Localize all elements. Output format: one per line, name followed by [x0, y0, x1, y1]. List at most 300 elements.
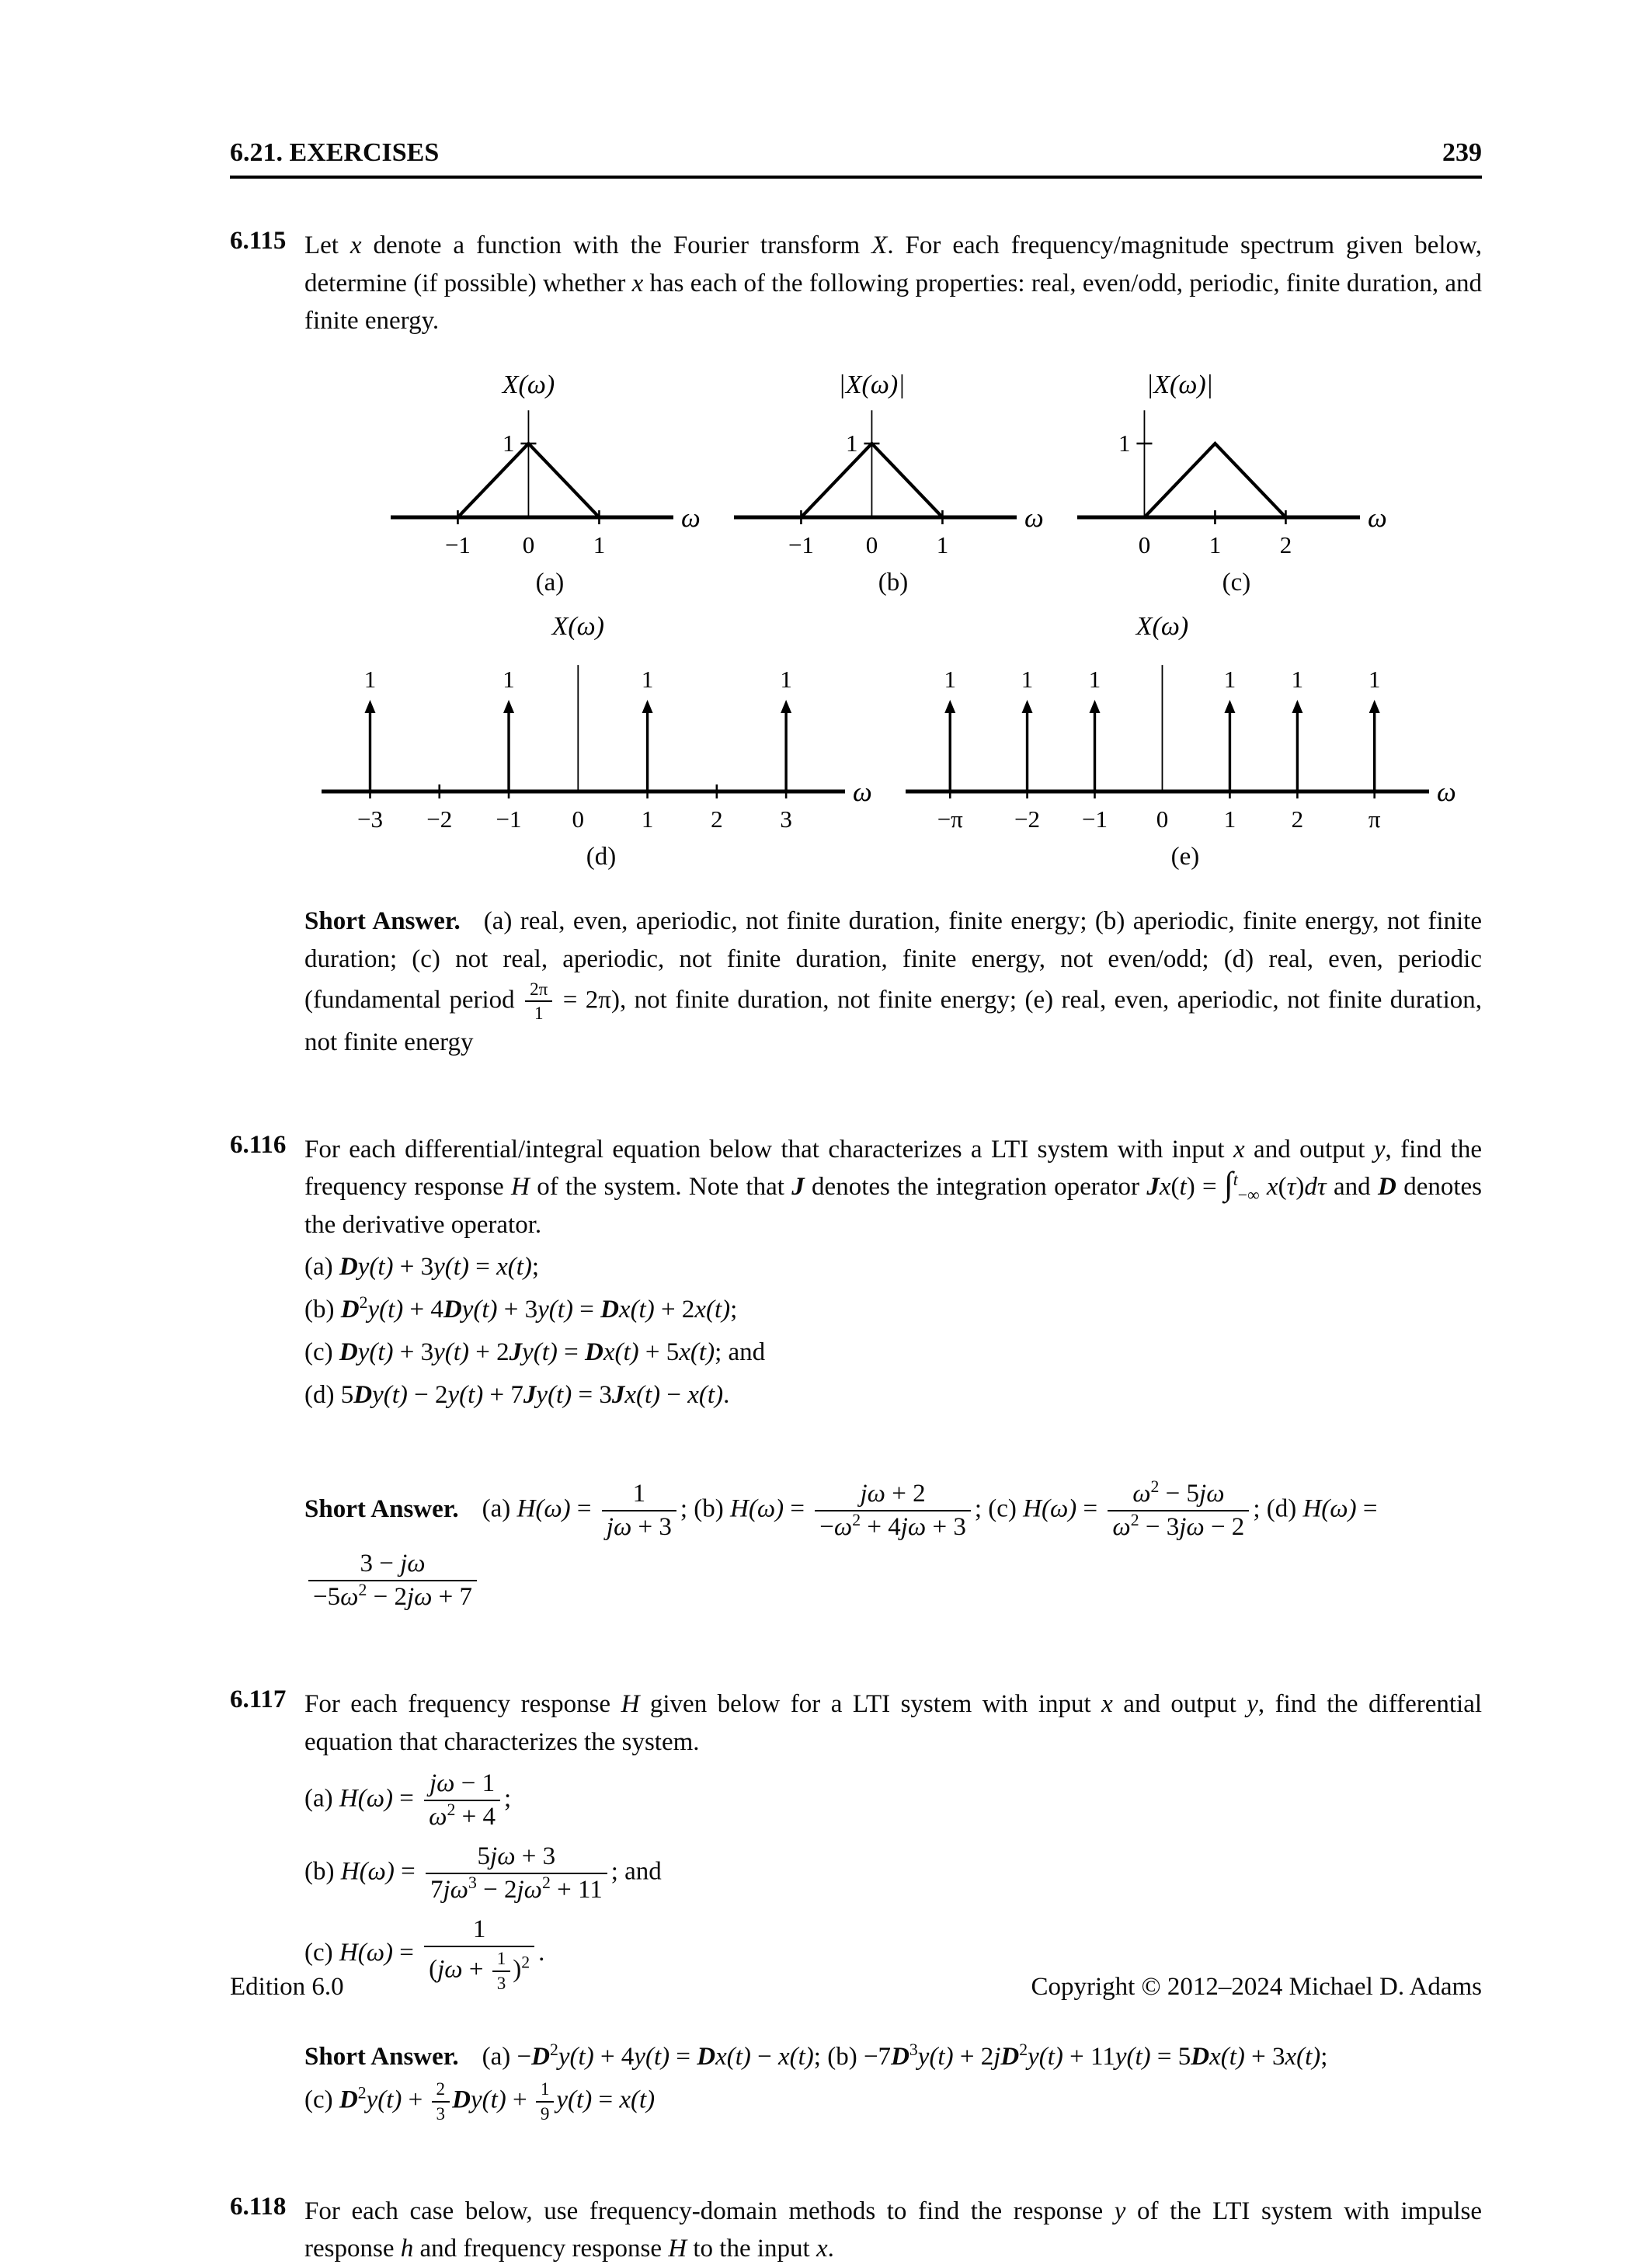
text-run: + 2	[885, 1480, 926, 1508]
text-run: jω	[437, 1955, 463, 1984]
equation-a	[304, 1767, 1482, 1834]
text-run: 3	[436, 2103, 446, 2124]
spectrum-plot-a	[383, 367, 717, 567]
impulse-value-label: 1	[503, 665, 515, 693]
text-run: x(t)	[687, 1380, 724, 1409]
text-run: D	[697, 2042, 716, 2071]
figure-title: X(ω)	[551, 611, 605, 641]
text-run: J	[509, 1337, 523, 1366]
text-run: ω	[833, 1513, 853, 1542]
text-run: D	[531, 2042, 550, 2071]
text-run: ; (c)	[974, 1494, 1024, 1523]
impulse-value-label: 1	[1223, 665, 1236, 693]
text-run: − 2	[476, 1876, 517, 1904]
text-run: − 1	[454, 1769, 496, 1798]
text-run: y(t)	[522, 1337, 558, 1366]
text-run: jω	[516, 1876, 542, 1904]
exercise-body	[304, 1131, 1482, 1418]
exercise-number: 6.116	[230, 1130, 287, 1159]
text-run: + 3	[926, 1513, 966, 1542]
text-run: y(t)	[1115, 2042, 1151, 2071]
text-run: ω	[340, 1583, 359, 1612]
exercise-text	[304, 227, 1482, 340]
text-run: y(t)	[366, 2085, 402, 2114]
text-run: J	[791, 1173, 805, 1202]
tick-label: 2	[1291, 805, 1304, 833]
text-run: Short Answer.	[304, 1494, 459, 1523]
arrowhead-icon	[1224, 700, 1235, 713]
tick-label: −1	[788, 530, 814, 558]
tick-label: 3	[780, 805, 792, 833]
text-run: y(t)	[357, 1337, 394, 1366]
figure-d	[314, 608, 889, 871]
text-run: =	[572, 1296, 601, 1324]
text-run: .	[723, 1380, 730, 1409]
arrowhead-icon	[1369, 700, 1380, 713]
text-run: + 11	[1062, 2042, 1115, 2071]
text-run: −	[750, 2042, 778, 2071]
figure-title: |X(ω)|	[1146, 370, 1214, 399]
tick-label: 1	[1209, 530, 1222, 558]
text-run: =	[570, 1494, 598, 1523]
figure-b	[726, 367, 1060, 597]
text-run: 3 −	[360, 1550, 401, 1578]
exercise-text	[304, 2193, 1482, 2268]
text-run: (a) real, even, aperiodic, not finite duration, finite energy; (b) aperiodic, finite energy, not finite duration; (c) not real, aperiodic, not finite duration, finite energy, not even/odd; (d) real, even, periodic (fundamental period	[304, 906, 1482, 1014]
text-run: jω	[900, 1513, 927, 1542]
text-run: x	[1159, 1173, 1171, 1202]
text-run: 2	[357, 2083, 367, 2103]
edition-label: Edition 6.0	[230, 1973, 344, 2001]
fraction	[525, 979, 552, 1024]
page-content	[230, 138, 1482, 2268]
text-run: D	[443, 1296, 462, 1324]
text-run: y(t)	[357, 1253, 394, 1282]
text-run: to the input	[687, 2235, 816, 2263]
axis-label: ω	[1368, 502, 1387, 533]
text-run: 1	[540, 2078, 550, 2099]
short-answer-text	[304, 1477, 1482, 1544]
text-run: H	[511, 1173, 530, 1202]
text-run: .	[827, 2235, 834, 2263]
text-run: H(ω)	[339, 1784, 394, 1813]
tick-label: −2	[426, 805, 453, 833]
text-run: (a)	[304, 1784, 339, 1813]
text-run: y(t)	[433, 1253, 469, 1282]
figure-c	[1069, 367, 1403, 597]
figure-e	[898, 608, 1473, 871]
text-run: ω	[1112, 1513, 1131, 1542]
text-run: x(t)	[694, 1296, 731, 1324]
text-run: Let	[304, 231, 350, 259]
impulse-value-label: 1	[1021, 665, 1034, 693]
text-run: X	[871, 231, 888, 259]
text-run: (a) −	[482, 2042, 532, 2071]
text-run: =	[592, 2085, 620, 2114]
text-run: jω	[606, 1513, 632, 1542]
text-run: D	[891, 2042, 909, 2071]
fraction	[1108, 1477, 1249, 1542]
text-run: = 3	[572, 1380, 612, 1409]
exercise-6-116	[230, 1131, 1482, 1418]
arrowhead-icon	[503, 700, 514, 713]
text-run: −	[660, 1380, 688, 1409]
arrowhead-icon	[1022, 700, 1033, 713]
tick-label: −1	[1082, 805, 1108, 833]
figure-caption: (d)	[586, 842, 617, 871]
tick-label: 2	[1279, 530, 1292, 558]
text-run: y(t)	[1028, 2042, 1063, 2071]
text-run: ; (d)	[1253, 1494, 1303, 1523]
text-run: x	[350, 231, 362, 259]
text-run: y(t)	[367, 1296, 404, 1324]
figure-title: |X(ω)|	[838, 370, 906, 399]
text-run: y(t)	[558, 2042, 594, 2071]
arrowhead-icon	[642, 700, 653, 713]
short-answer-text	[304, 2079, 1482, 2124]
text-run: τ	[1286, 1173, 1296, 1202]
text-run: ∫	[1223, 1166, 1233, 1203]
page-number: 239	[1442, 138, 1482, 167]
text-run: + 3	[631, 1513, 672, 1542]
text-run: 2	[550, 2040, 558, 2059]
text-run: = 2π), not finite duration, not finite energy; (e) real, even, aperiodic, not finite duration, not finite energy	[304, 985, 1482, 1057]
text-run: , find the differential equation that characterizes the system.	[304, 1690, 1483, 1756]
y-tick-label: 1	[1118, 429, 1131, 457]
text-run: 3	[496, 1972, 506, 1993]
text-run: D	[452, 2085, 471, 2114]
figure-a	[383, 367, 717, 597]
text-run: (	[1170, 1173, 1180, 1202]
text-run: y	[1247, 1690, 1258, 1719]
figure-caption: (a)	[535, 568, 565, 597]
exercise-text	[304, 1685, 1482, 1761]
text-run: + 4	[455, 1803, 496, 1831]
text-run: ; and	[715, 1337, 766, 1366]
text-run: ; and	[610, 1857, 662, 1886]
text-run: ; (b)	[680, 1494, 731, 1523]
text-run: 2π	[530, 978, 548, 999]
spectrum-plot-d	[314, 608, 889, 841]
tick-label: π	[1368, 805, 1381, 833]
tick-label: 1	[936, 530, 949, 558]
text-run: D	[1191, 2042, 1210, 2071]
text-run: (c)	[304, 2085, 339, 2114]
fraction	[536, 2079, 555, 2124]
impulse-value-label: 1	[641, 665, 654, 693]
arrowhead-icon	[364, 700, 375, 713]
short-answer-6-117	[304, 2038, 1482, 2124]
figure-row-abc	[304, 367, 1482, 597]
text-run: of the system. Note that	[529, 1173, 792, 1202]
tick-label: 1	[641, 805, 654, 833]
exercise-6-117	[230, 1685, 1482, 2002]
exercise-number: 6.117	[230, 1685, 287, 1714]
short-answer-text	[304, 1547, 1482, 1614]
short-answer-6-115	[304, 903, 1482, 1063]
short-answer-6-116	[304, 1477, 1482, 1614]
text-run: jω	[860, 1480, 885, 1508]
text-run: =	[1356, 1494, 1378, 1523]
text-run: H(ω)	[340, 1857, 395, 1886]
text-run: jω	[430, 1769, 455, 1798]
tick-label: 0	[865, 530, 878, 558]
text-run: x	[1233, 1135, 1245, 1164]
text-run: 1	[632, 1480, 646, 1508]
text-run: H(ω)	[516, 1494, 571, 1523]
tick-label: 2	[711, 805, 723, 833]
text-run: (a)	[304, 1253, 339, 1282]
exercise-text	[304, 1131, 1482, 1244]
text-run: (b)	[304, 1857, 341, 1886]
text-run: (b)	[304, 1296, 341, 1324]
text-run: y(t)	[461, 1296, 498, 1324]
page-footer	[230, 1973, 1482, 2002]
spectrum-plot-b	[726, 367, 1060, 567]
exercise-number: 6.115	[230, 227, 287, 255]
text-run: + 3	[497, 1296, 538, 1324]
tick-label: 1	[1223, 805, 1236, 833]
text-run: 7	[430, 1876, 443, 1904]
text-run: − 2	[367, 1583, 407, 1612]
text-run: +	[506, 2085, 534, 2114]
text-run: dτ	[1304, 1173, 1327, 1202]
tick-label: 0	[1156, 805, 1169, 833]
text-run: 2	[436, 2078, 446, 2099]
fraction	[308, 1550, 477, 1612]
text-run: (c)	[304, 1337, 339, 1366]
tick-label: 0	[572, 805, 585, 833]
text-run: ) =	[1186, 1173, 1224, 1202]
text-run: + 2	[468, 1337, 509, 1366]
fraction	[426, 1842, 607, 1904]
spectrum-plot	[898, 608, 1473, 841]
text-run: jω	[1199, 1480, 1225, 1508]
text-run	[1260, 1173, 1267, 1201]
text-run: y	[1114, 2197, 1126, 2225]
text-run: − 2	[407, 1380, 448, 1409]
tick-label: −π	[937, 805, 963, 833]
text-run: H(ω)	[1302, 1494, 1357, 1523]
text-run: x	[1101, 1690, 1113, 1719]
text-run: For each differential/integral equation below that characterizes a LTI system with input	[304, 1135, 1233, 1164]
tick-label: 0	[522, 530, 535, 558]
text-run: , find the frequency response	[304, 1135, 1482, 1202]
spectrum-plot	[726, 367, 1060, 567]
text-run: given below for a LTI system with input	[639, 1690, 1102, 1719]
tick-label: −1	[496, 805, 522, 833]
fraction	[602, 1480, 676, 1542]
text-run: −∞	[1237, 1185, 1260, 1205]
text-run: 1	[472, 1915, 486, 1944]
copyright-label: Copyright © 2012–2024 Michael D. Adams	[1031, 1973, 1482, 2001]
text-run: x(t)	[624, 1380, 661, 1409]
text-run: = 5	[1150, 2042, 1191, 2071]
text-run: + 3	[393, 1337, 434, 1366]
equation-a	[304, 1247, 1482, 1288]
figure-caption: (e)	[1170, 842, 1200, 871]
text-run: Short Answer.	[304, 2042, 459, 2071]
tick-label: −2	[1014, 805, 1041, 833]
text-run: jω	[443, 1876, 468, 1904]
text-run: =	[394, 1857, 422, 1886]
axis-label: ω	[1437, 776, 1456, 807]
text-run: =	[468, 1253, 497, 1282]
text-run: D	[339, 1337, 358, 1366]
text-run: x(t)	[618, 1296, 655, 1324]
figure-row-de	[304, 608, 1482, 871]
text-run: J	[523, 1380, 537, 1409]
text-run: 5	[477, 1842, 491, 1871]
text-run: y(t)	[537, 1296, 573, 1324]
exercise-body	[304, 227, 1482, 871]
text-run: h	[400, 2235, 414, 2263]
text-run: Short Answer.	[304, 906, 461, 935]
text-run: y(t)	[372, 1380, 408, 1409]
text-run: + 5	[638, 1337, 680, 1366]
short-answer-text	[304, 2038, 1482, 2077]
text-run: 1	[534, 1003, 544, 1024]
text-run: x(t)	[778, 2042, 814, 2071]
text-run: x(t)	[496, 1253, 532, 1282]
text-run: 1	[496, 1947, 506, 1968]
text-run: + 3	[515, 1842, 556, 1871]
text-run: D	[339, 2085, 358, 2114]
text-run: and frequency response	[413, 2235, 669, 2263]
text-run: and	[1326, 1173, 1379, 1202]
exercise-body	[304, 2193, 1482, 2268]
section-heading: 6.21. EXERCISES	[230, 138, 440, 167]
text-run: t	[1179, 1173, 1187, 1202]
text-run: ; (b) −7	[813, 2042, 892, 2071]
exercise-body	[304, 1685, 1482, 2002]
text-run: x	[1266, 1173, 1278, 1202]
exercise-number: 6.118	[230, 2192, 287, 2221]
arrowhead-icon	[1292, 700, 1302, 713]
text-run: =	[557, 1337, 585, 1366]
impulse-value-label: 1	[780, 665, 792, 693]
tick-label: 1	[593, 530, 606, 558]
text-run: y(t)	[536, 1380, 572, 1409]
text-run: − 3	[1139, 1513, 1180, 1542]
text-run: jω	[406, 1583, 433, 1612]
text-run: x(t)	[619, 2085, 656, 2114]
text-run: 2	[359, 1293, 368, 1313]
text-run: 2	[447, 1800, 456, 1820]
text-run: 2	[1150, 1477, 1160, 1497]
page-header	[230, 138, 1482, 168]
text-run: 2	[521, 1953, 530, 1972]
text-run: + 2	[953, 2042, 994, 2071]
figure-caption: (b)	[878, 568, 909, 597]
text-run: + 11	[550, 1876, 603, 1904]
text-run: J	[1146, 1173, 1160, 1202]
y-tick-label: 1	[845, 429, 858, 457]
text-run: (d) 5	[304, 1380, 354, 1409]
arrowhead-icon	[1090, 700, 1101, 713]
text-run: + 4	[403, 1296, 443, 1324]
text-run: ω	[1132, 1480, 1151, 1508]
text-run: y(t)	[447, 1380, 484, 1409]
axis-label: ω	[1024, 502, 1044, 533]
equation-d	[304, 1375, 1482, 1416]
fraction	[432, 2079, 450, 2124]
text-run: J	[611, 1380, 625, 1409]
text-run: +	[462, 1955, 490, 1984]
text-run: jω	[490, 1842, 516, 1871]
exercise-6-115	[230, 227, 1482, 871]
text-run: ;	[730, 1296, 738, 1324]
text-run: has each of the following properties: real, even/odd, periodic, finite duration, and finite energy.	[304, 269, 1482, 335]
spectrum-plot-c	[1069, 367, 1403, 567]
text-run: D	[340, 1296, 360, 1324]
axis-label: ω	[853, 776, 872, 807]
text-run: H(ω)	[339, 1938, 394, 1967]
arrowhead-icon	[944, 700, 955, 713]
text-run: 2	[541, 1873, 551, 1893]
tick-label: −3	[356, 805, 383, 833]
text-run: H	[621, 1690, 640, 1719]
equation-list	[304, 1767, 1482, 1995]
text-run: x	[631, 269, 644, 297]
text-run: −	[819, 1513, 834, 1542]
text-run: x(t)	[679, 1337, 715, 1366]
axis-label: ω	[681, 502, 701, 533]
text-run: D	[353, 1380, 373, 1409]
equation-b	[304, 1840, 1482, 1907]
text-run: −5	[313, 1583, 341, 1612]
text-run: ;	[503, 1784, 512, 1813]
text-run: x(t)	[603, 1337, 639, 1366]
tick-label: 0	[1138, 530, 1151, 558]
text-run: For each case below, use frequency-domain methods to find the response	[304, 2197, 1115, 2225]
impulse-value-label: 1	[1368, 665, 1381, 693]
text-run: y(t)	[470, 2085, 506, 2114]
text-run: (	[1278, 1173, 1287, 1202]
equation-list	[304, 1247, 1482, 1415]
text-run: + 2	[654, 1296, 695, 1324]
equation-c	[304, 1332, 1482, 1373]
text-run: − 2	[1204, 1513, 1245, 1542]
text-run: H(ω)	[730, 1494, 784, 1523]
impulse-value-label: 1	[1291, 665, 1304, 693]
text-run: D	[1000, 2042, 1020, 2071]
impulse-value-label: 1	[944, 665, 957, 693]
text-run: D	[339, 1253, 358, 1282]
text-run: H(ω)	[1023, 1494, 1077, 1523]
text-run: =	[393, 1784, 421, 1813]
text-run: y(t)	[634, 2042, 670, 2071]
plot-line	[1144, 444, 1285, 517]
text-run: + 3	[393, 1253, 434, 1282]
text-run: denote a function with the Fourier transform	[361, 231, 872, 259]
fraction	[815, 1480, 971, 1542]
spectrum-plot-e	[898, 608, 1473, 841]
text-run: x(t)	[715, 2042, 751, 2071]
text-run: 3	[468, 1873, 477, 1893]
text-run: + 4	[593, 2042, 635, 2071]
text-run: + 7	[483, 1380, 523, 1409]
text-run: D	[585, 1337, 603, 1366]
text-run: denotes the integration operator	[804, 1173, 1147, 1202]
text-run: and output	[1244, 1135, 1374, 1164]
short-answer-text	[304, 903, 1482, 1063]
text-run: )	[513, 1955, 522, 1984]
text-run: 3	[909, 2040, 918, 2059]
text-run: x(t)	[1209, 2042, 1245, 2071]
text-run: =	[393, 1938, 421, 1967]
text-run: jω	[400, 1550, 426, 1578]
